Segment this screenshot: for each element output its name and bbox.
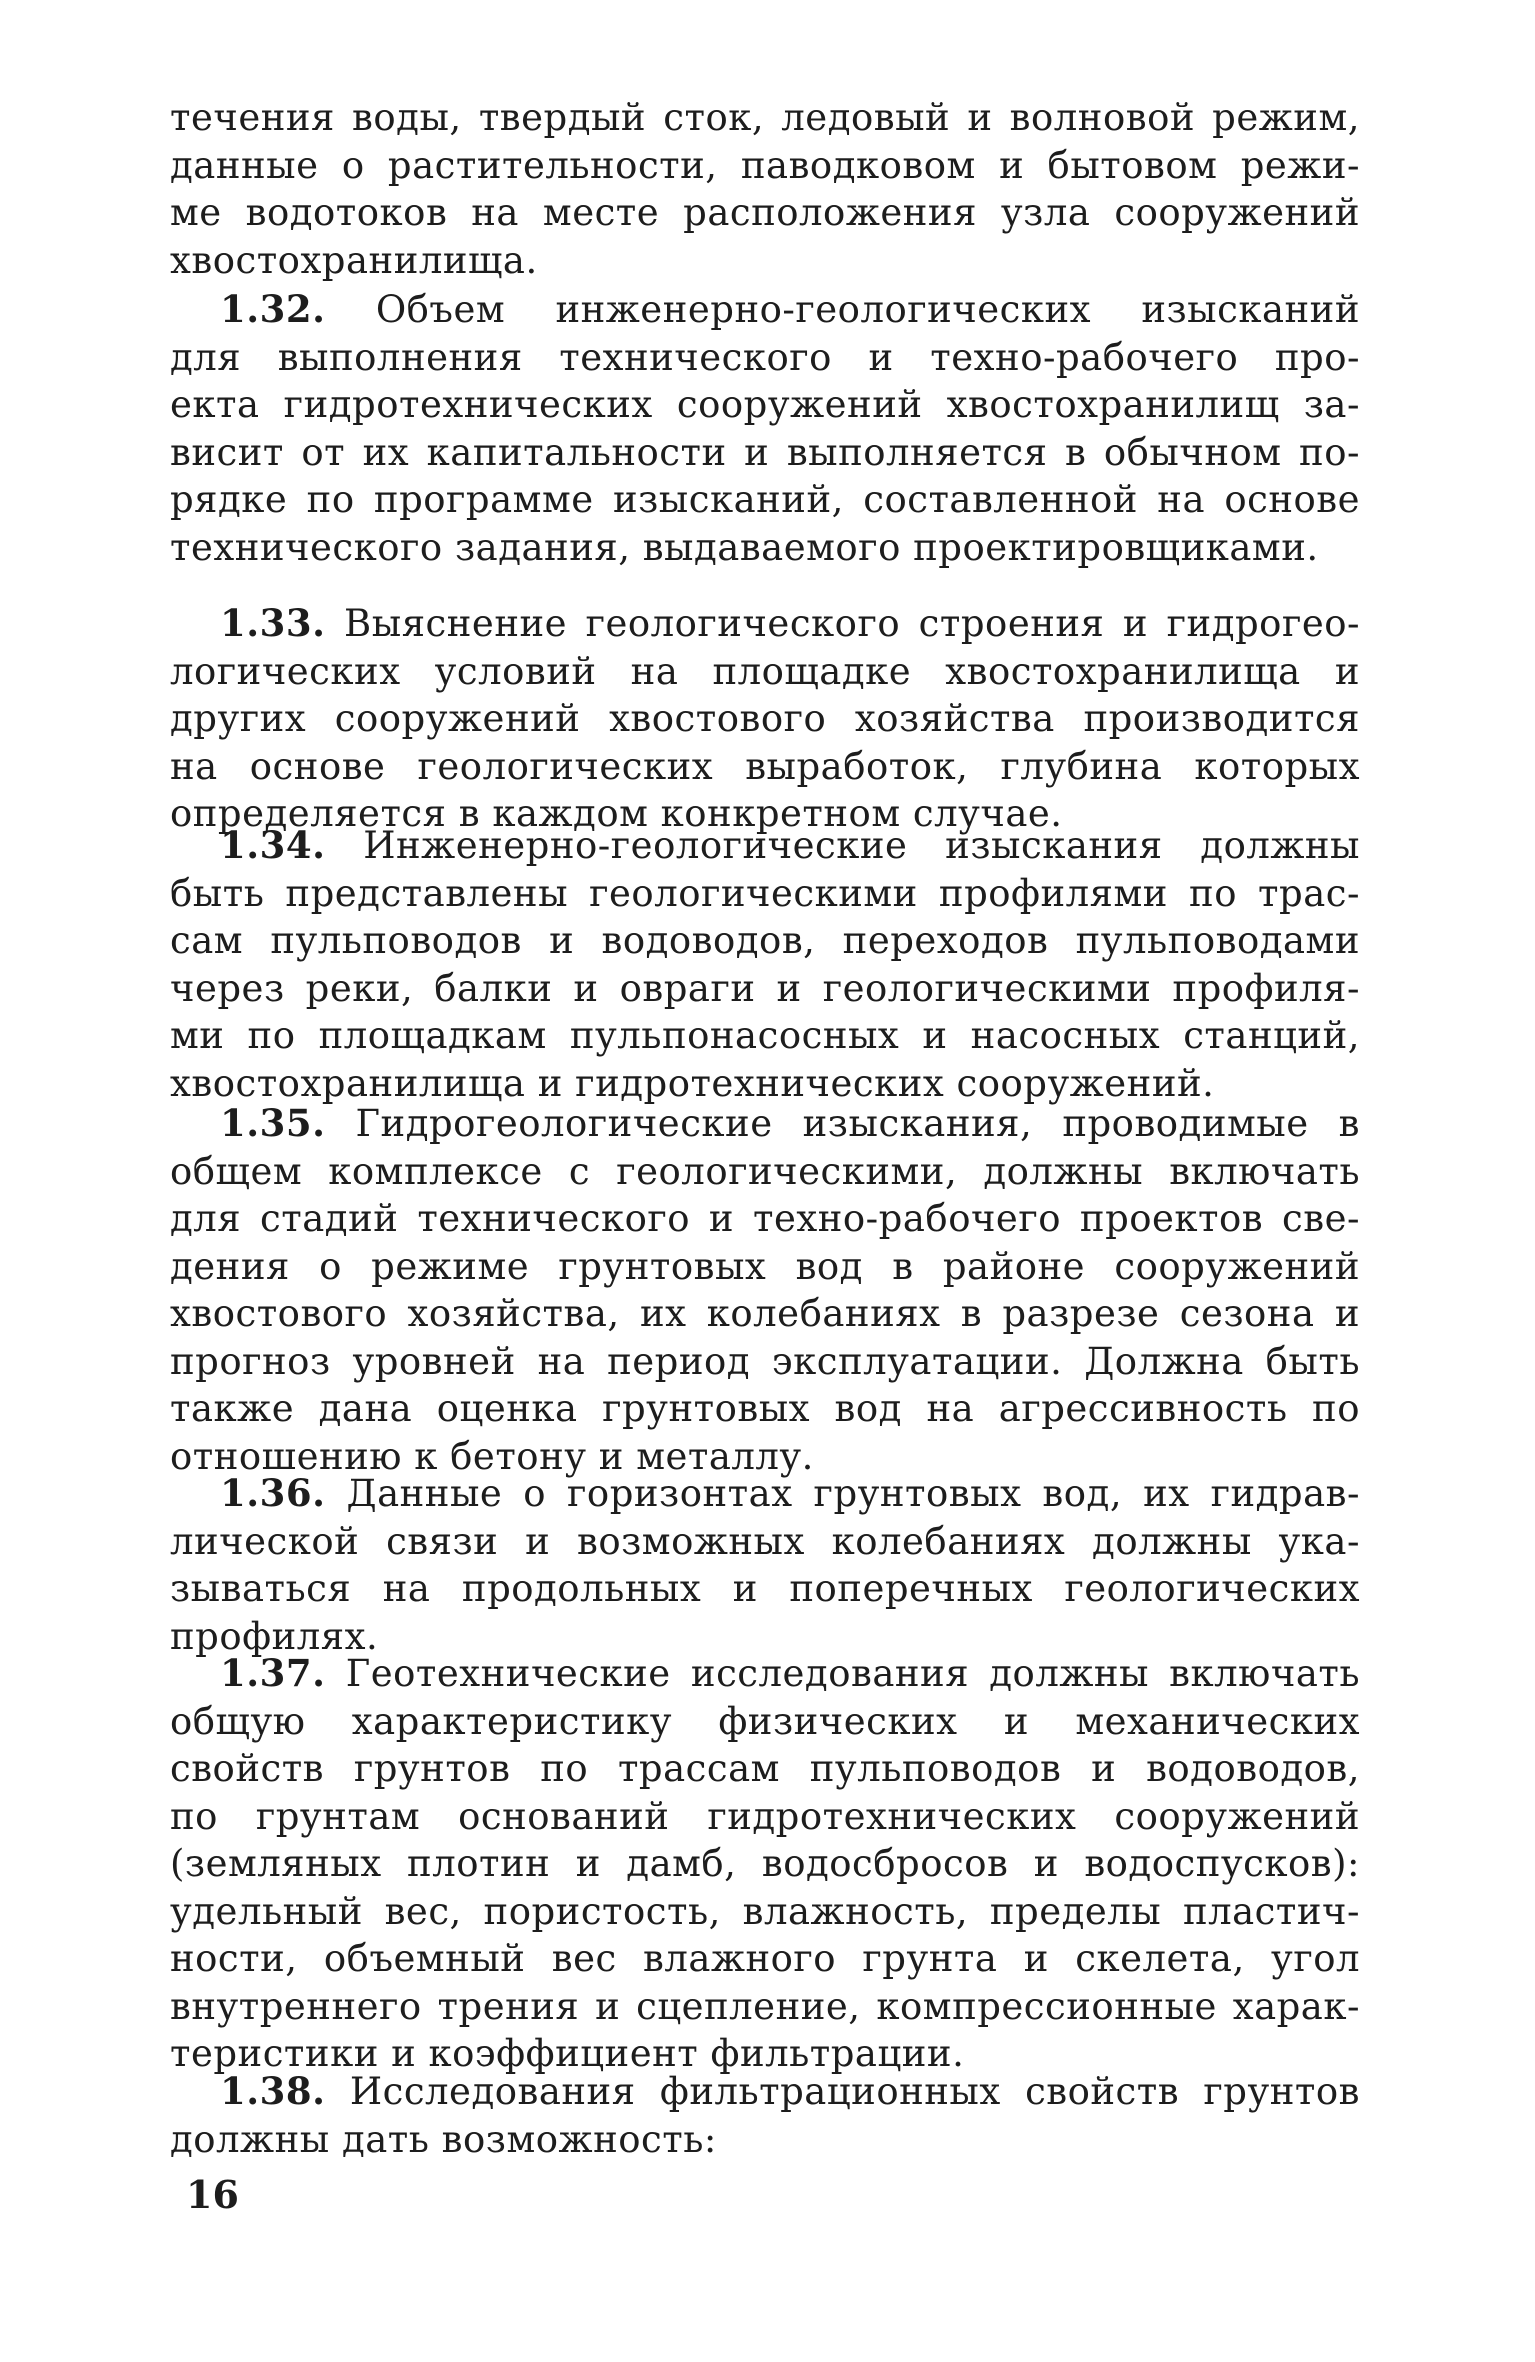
paragraph-text: Инженерно-геологические изыскания должны bbox=[325, 824, 1360, 867]
text-line: хвостохранилища и гидротехнических сооружений. bbox=[170, 1061, 1215, 1105]
text-line: прогноз уровней на период эксплуатации. Должна быть bbox=[170, 1339, 1360, 1383]
text-line: логических условий на площадке хвостохранилища и bbox=[170, 649, 1360, 693]
text-line: ми по площадкам пульпонасосных и насосных станций, bbox=[170, 1014, 1360, 1057]
text-line bbox=[170, 1100, 1360, 1148]
text-line: рядке по программе изысканий, составленной на основе bbox=[170, 478, 1360, 521]
paragraph-text: Гидрогеологические изыскания, проводимые в bbox=[325, 1102, 1360, 1145]
text-line: зываться на продольных и поперечных геологических bbox=[170, 1567, 1360, 1610]
page-number: 16 bbox=[186, 2172, 239, 2217]
text-line: общую характеристику физических и механических bbox=[170, 1699, 1360, 1743]
paragraph-number: 1.36. bbox=[220, 1471, 326, 1515]
text-line: дения о режиме грунтовых вод в районе сооружений bbox=[170, 1244, 1360, 1288]
text-line: свойств грунтов по трассам пульповодов и водоводов, bbox=[170, 1747, 1360, 1790]
text-line: по грунтам оснований гидротехнических сооружений bbox=[170, 1794, 1360, 1838]
continuation-paragraph bbox=[170, 94, 1360, 284]
paragraph-text: Выяснение геологического строения и гидрогео- bbox=[325, 602, 1360, 645]
paragraph-1-32 bbox=[170, 286, 1360, 571]
paragraph-number: 1.33. bbox=[220, 601, 326, 645]
text-line: технического задания, выдаваемого проектировщиками. bbox=[170, 525, 1319, 569]
text-line bbox=[170, 1470, 1360, 1518]
text-line: хвостового хозяйства, их колебаниях в разрезе сезона и bbox=[170, 1292, 1360, 1335]
paragraph-text: Исследования фильтрационных свойств грунтов bbox=[325, 2070, 1360, 2113]
paragraph-number: 1.35. bbox=[220, 1101, 326, 1145]
paragraph-1-33 bbox=[170, 600, 1360, 838]
paragraph-number: 1.38. bbox=[220, 2069, 326, 2113]
paragraph-1-34 bbox=[170, 822, 1360, 1107]
text-line bbox=[170, 1650, 1360, 1698]
text-line: определяется в каждом конкретном случае. bbox=[170, 792, 1063, 835]
text-line: быть представлены геологическими профилями по трас- bbox=[170, 871, 1360, 915]
text-line: других сооружений хвостового хозяйства производится bbox=[170, 697, 1360, 740]
text-line: хвостохранилища. bbox=[170, 238, 538, 282]
text-line: также дана оценка грунтовых вод на агрессивность по bbox=[170, 1387, 1360, 1430]
text-line: екта гидротехнических сооружений хвостохранилищ за- bbox=[170, 383, 1360, 426]
text-line bbox=[170, 2068, 1360, 2116]
text-line: течения воды, твердый сток, ледовый и волновой режим, bbox=[170, 96, 1360, 139]
text-line: ности, объемный вес влажного грунта и скелета, угол bbox=[170, 1937, 1360, 1980]
text-line: лической связи и возможных колебаниях должны ука- bbox=[170, 1519, 1360, 1563]
paragraph-1-37 bbox=[170, 1650, 1360, 2078]
text-line: общем комплексе с геологическими, должны включать bbox=[170, 1149, 1360, 1193]
text-line: должны дать возможность: bbox=[170, 2117, 717, 2161]
paragraph-1-38 bbox=[170, 2068, 1360, 2163]
paragraph-number: 1.32. bbox=[220, 287, 326, 331]
text-line: данные о растительности, паводковом и бытовом режи- bbox=[170, 143, 1360, 187]
text-line: для выполнения технического и техно-рабочего про- bbox=[170, 335, 1360, 379]
paragraph-1-36 bbox=[170, 1470, 1360, 1660]
text-line: профилях. bbox=[170, 1614, 379, 1658]
text-line: через реки, балки и овраги и геологическими профиля- bbox=[170, 966, 1360, 1010]
text-line: (земляных плотин и дамб, водосбросов и водоспусков): bbox=[170, 1842, 1360, 1885]
text-line: ме водотоков на месте расположения узла сооружений bbox=[170, 191, 1360, 234]
text-line: на основе геологических выработок, глубина которых bbox=[170, 744, 1360, 788]
text-line: висит от их капитальности и выполняется в обычном по- bbox=[170, 430, 1360, 474]
text-line: для стадий технического и техно-рабочего проектов све- bbox=[170, 1197, 1360, 1240]
paragraph-number: 1.37. bbox=[220, 1651, 326, 1695]
text-line: сам пульповодов и водоводов, переходов пульповодами bbox=[170, 919, 1360, 962]
paragraph-text: Геотехнические исследования должны включать bbox=[325, 1652, 1360, 1695]
paragraph-1-35 bbox=[170, 1100, 1360, 1480]
text-line bbox=[170, 286, 1360, 334]
text-line: внутреннего трения и сцепление, компрессионные харак- bbox=[170, 1984, 1360, 2028]
text-line: теристики и коэффициент фильтрации. bbox=[170, 2032, 965, 2075]
text-line: отношению к бетону и металлу. bbox=[170, 1434, 814, 1478]
paragraph-text: Данные о горизонтах грунтовых вод, их гидрав- bbox=[325, 1472, 1360, 1515]
paragraph-text: Объем инженерно-геологических изысканий bbox=[325, 288, 1360, 331]
text-line bbox=[170, 822, 1360, 870]
text-line: удельный вес, пористость, влажность, пределы пластич- bbox=[170, 1889, 1360, 1933]
paragraph-number: 1.34. bbox=[220, 823, 326, 867]
text-line bbox=[170, 600, 1360, 648]
